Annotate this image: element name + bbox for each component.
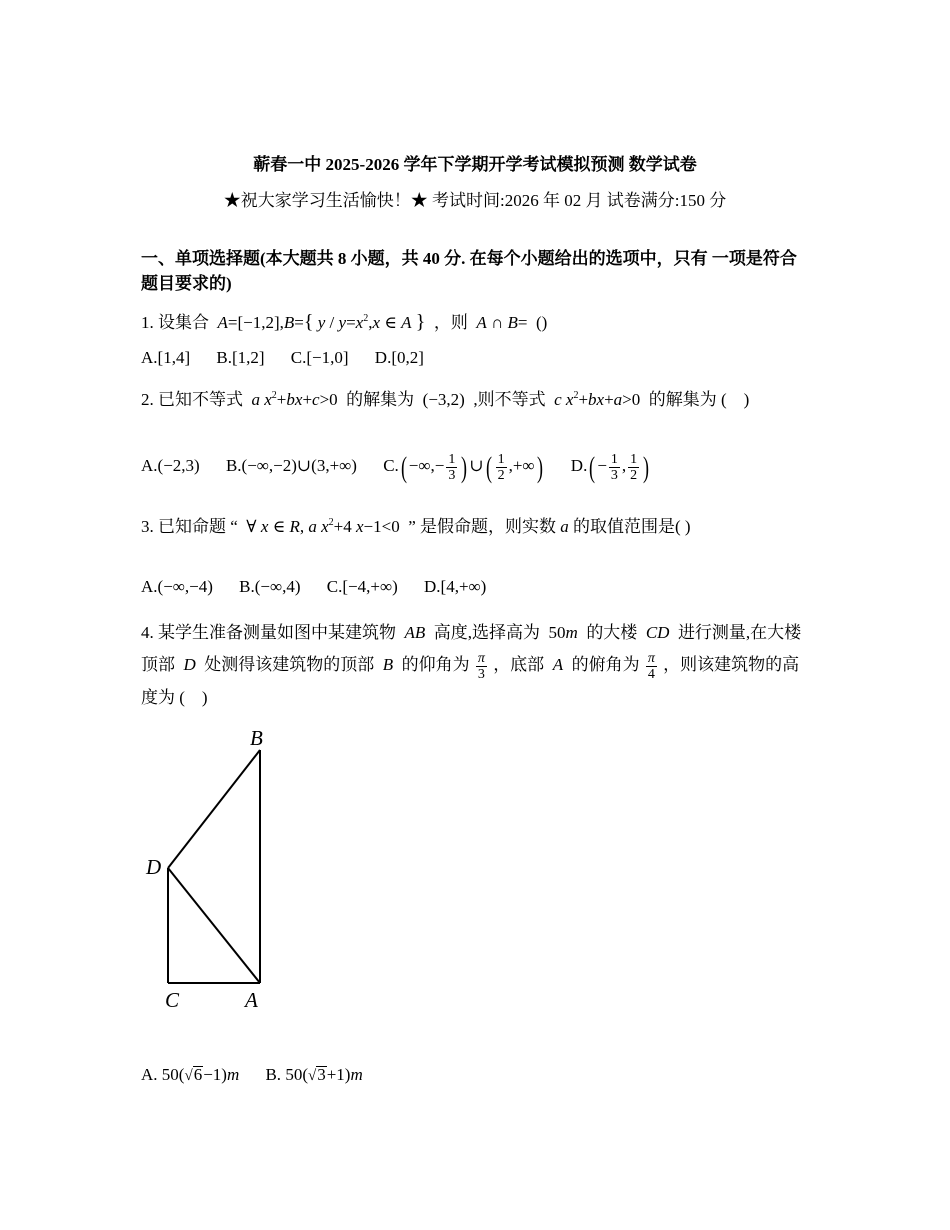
- question-4: [141, 617, 806, 714]
- q1-end: (): [536, 313, 548, 332]
- q1-option-d[interactable]: D.[0,2]: [374, 348, 424, 367]
- q2-option-a[interactable]: A.(−2,3): [141, 456, 200, 476]
- q1-option-c[interactable]: C.[−1,0]: [290, 348, 349, 367]
- q2-mid2: ,则不等式: [473, 390, 546, 409]
- q3-option-c[interactable]: C.[−4,+∞): [326, 577, 398, 596]
- q3-options: [141, 577, 508, 597]
- question-3: [141, 514, 806, 540]
- line-db: [168, 750, 260, 868]
- question-2: [141, 387, 806, 413]
- q1-options: [141, 348, 446, 368]
- q2-ineq-1: a $x^2+bx+c>0$: [251, 390, 342, 409]
- line-da: [168, 868, 260, 983]
- q2-prefix: 2. 已知不等式: [141, 390, 243, 409]
- q3-option-b[interactable]: B.(−∞,4): [239, 577, 301, 596]
- q4-text-2: 高度,选择高为: [433, 623, 541, 642]
- page-subtitle: ★祝大家学习生活愉快！★ 考试时间:2026 年 02 月 试卷满分:150 分: [223, 191, 727, 210]
- q4-unit: m: [565, 623, 578, 642]
- question-1: [141, 309, 806, 336]
- q4-text-4: 进行测量,在大楼顶部: [141, 623, 802, 674]
- q2-option-b[interactable]: B.(−∞,−2)∪(3,+∞): [225, 456, 357, 476]
- q4-cd: CD: [645, 623, 670, 642]
- q2-option-d[interactable]: D.( − $\frac{1}{3}$ , $\frac{1}{2}$ ): [570, 450, 650, 484]
- q2-tail: 的解集为 ( ): [648, 390, 750, 409]
- page-title: 蕲春一中 2025-2026 学年下学期开学考试模拟预测 数学试卷: [253, 155, 697, 174]
- section-heading: 一、单项选择题(本大题共 8 小题，共 40 分. 在每个小题给出的选项中，只有 一项是符合题目要求的): [141, 249, 797, 293]
- q3-prefix: 3. 已知命题 “: [141, 517, 238, 536]
- q4-a: A: [552, 655, 564, 674]
- q3-option-a[interactable]: A.(−∞,−4): [141, 577, 213, 596]
- q1-formula: A=[−1,2],B={ $y / y=x^2,x$ ∈ A }: [217, 311, 426, 333]
- q3-var: a: [560, 517, 569, 536]
- building-figure: [140, 725, 280, 1015]
- q4-text-9: ，则该建筑物的高度为 ( ): [141, 655, 800, 707]
- q4-text-6: 的仰角为: [401, 655, 470, 674]
- q4-text-8: 的俯角为: [571, 655, 640, 674]
- q3-mid: ” 是假命题，则实数: [408, 517, 557, 536]
- q3-tail: 的取值范围是( ): [573, 517, 691, 536]
- q2-interval: (−3,2): [418, 390, 470, 409]
- q1-option-b[interactable]: B.[1,2]: [216, 348, 265, 367]
- q4-text-1: 4. 某学生准备测量如图中某建筑物: [141, 623, 396, 642]
- q1-set-expr: A ∩ B=: [476, 313, 532, 332]
- label-c: C: [165, 988, 180, 1012]
- q2-ineq-2: c $x^2+bx+a>0$: [554, 390, 645, 409]
- q3-option-d[interactable]: D.[4,+∞): [424, 577, 487, 596]
- q4-text-5: 处测得该建筑物的顶部: [204, 655, 375, 674]
- q1-option-a[interactable]: A.[1,4]: [141, 348, 191, 367]
- label-d: D: [146, 855, 162, 879]
- q3-proposition: ∀ x ∈ R, a $x^2+4$ x−1<0: [242, 517, 404, 536]
- q4-height: 50: [548, 623, 566, 642]
- q4-angle-2: $\frac{\pi}{4}$: [647, 650, 655, 682]
- q1-prefix: 1. 设集合: [141, 313, 209, 332]
- q4-b: B: [382, 655, 394, 674]
- label-a: A: [245, 988, 258, 1012]
- q4-ab: AB: [404, 623, 426, 642]
- q4-option-b[interactable]: B. 50(√3+1)m: [265, 1065, 363, 1084]
- q4-options: [141, 1065, 385, 1085]
- q4-angle-1: $\frac{\pi}{3}$: [477, 650, 485, 682]
- label-b: B: [250, 726, 263, 750]
- q1-suffix: ，则: [433, 313, 468, 332]
- q2-mid: 的解集为: [346, 390, 415, 409]
- q4-d: D: [183, 655, 196, 674]
- q4-option-a[interactable]: A. 50(√6−1)m: [141, 1065, 240, 1084]
- q4-text-7: ，底部: [493, 655, 545, 674]
- q2-options: [141, 452, 673, 483]
- q4-text-3: 的大楼: [586, 623, 638, 642]
- q2-option-c[interactable]: C.( −∞,− $\frac{1}{3}$ ) ∪( $\frac{1}{2}$ ,+∞): [383, 450, 543, 484]
